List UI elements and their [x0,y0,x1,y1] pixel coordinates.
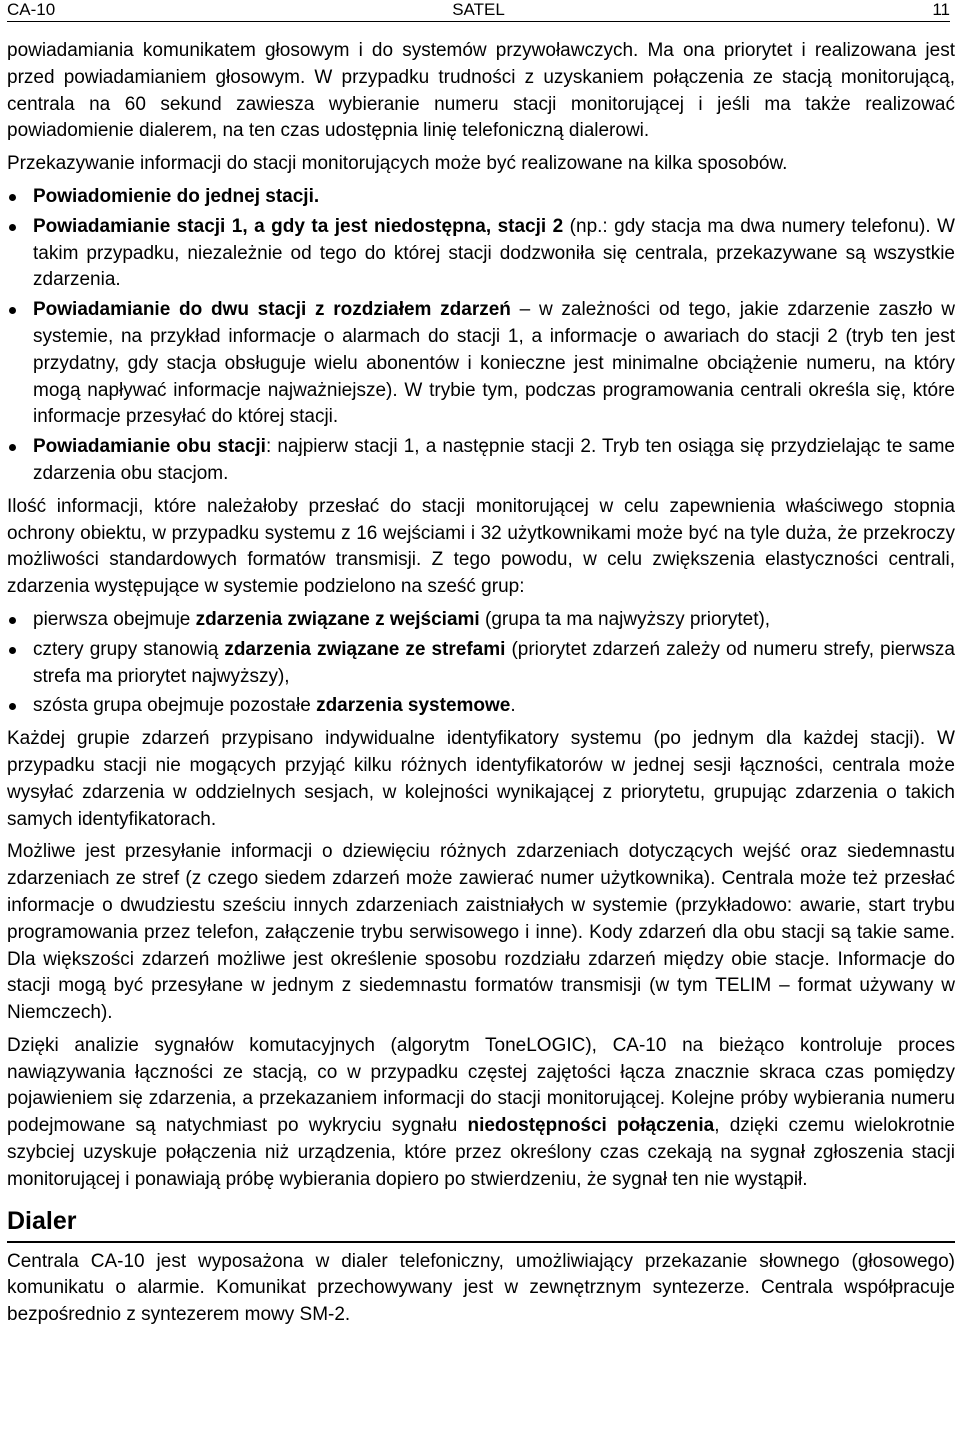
bullet-list [7,607,955,720]
bullet-icon [9,647,16,654]
document-body [7,38,955,1335]
list-item: Powiadamianie stacji 1, a gdy ta jest niedostępna, stacji 2 (np.: gdy stacja ma dwa numery telefonu). W takim przypadku, niezależnie od tego do której stacji dodzwoniła się centrala, przekazywane są wszystkie zdarzenia. [7,214,955,294]
bullet-icon [9,703,16,710]
page-header [7,0,950,22]
list-item: Powiadamianie obu stacji: najpierw stacji 1, a następnie stacji 2. Tryb ten osiąga się przydzielając te same zdarzenia obu stacjom. [7,434,955,488]
bullet-icon [9,444,16,451]
paragraph: Przekazywanie informacji do stacji monitorujących może być realizowane na kilka sposobów. [7,153,788,175]
list-item: pierwsza obejmuje zdarzenia związane z wejściami (grupa ta ma najwyższy priorytet), [7,607,955,634]
list-item: Powiadomienie do jednej stacji. [7,184,955,211]
paragraph: Każdej grupie zdarzeń przypisano indywidualne identyfikatory systemu (po jednym dla każdej stacji). W przypadku stacji nie mogących przyjąć kilku różnych identyfikatorów w jednej sesji łączności, centrala może wysyłać zdarzenia w oddzielnych sesjach, w kolejności wynikającej z priorytetu, grupując zdarzenia o takich samych identyfikatorach. [7,728,955,830]
list-item: cztery grupy stanowią zdarzenia związane ze strefami (priorytet zdarzeń zależy od numeru strefy, pierwsza strefa ma priorytet najwyższy), [7,637,955,691]
paragraph: powiadamiania komunikatem głosowym i do systemów przywoławczych. Ma ona priorytet i realizowana jest przed powiadamianiem głosowym. W przypadku trudności z uzyskaniem połączenia ze stacją monitorującą, centrala na 60 sekund zawiesza wybieranie numeru stacji monitorującej i jeśli ma także realizować powiadomienie dialerem, na ten czas udostępnia linię telefoniczną dialerowi. [7,40,955,142]
bullet-icon [9,194,16,201]
page-number: 11 [932,0,950,19]
list-item: Powiadamianie do dwu stacji z rozdziałem zdarzeń – w zależności od tego, jakie zdarzenie zaszło w systemie, na przykład informacje o alarmach do stacji 1, a informacje o awariach do stacji 2 (tryb ten jest przydatny, gdy stacja obsługuje wielu abonentów i konieczne jest minimalne obciążenie numeru, na który mogą napływać informacje najważniejsze). W trybie tym, podczas programowania centrali określa się, które informacje przesyłać do której stacji. [7,297,955,431]
paragraph: Centrala CA-10 jest wyposażona w dialer telefoniczny, umożliwiający przekazanie słownego (głosowego) komunikatu o alarmie. Komunikat przechowywany jest w zewnętrznym syntezerze. Centrala współpracuje bezpośrednio z syntezerem mowy SM-2. [7,1250,955,1326]
paragraph: Możliwe jest przesyłanie informacji o dziewięciu różnych zdarzeniach dotyczących wejść oraz siedemnastu zdarzeniach ze stref (z czego siedem zdarzeń może zawierać numer użytkownika). Centrala może też przesłać informacje o dwudziestu sześciu innych zdarzeniach zaistniałych w systemie (przykładowo: awarie, start trybu programowania przez telefon, załączenie trybu serwisowego i inne). Kody zdarzeń dla obu stacji są takie same. Dla większości zdarzeń możliwe jest określenie sposobu rozdziału zdarzeń między obie stacje. Informacje do stacji mogą być przesyłane w jednym z siedemnastu formatów transmisji (w tym TELIM – format używany w Niemczech). [7,841,955,1024]
paragraph: Dzięki analizie sygnałów komutacyjnych (algorytm ToneLOGIC), CA-10 na bieżąco kontroluje proces nawiązywania łączności ze stacją, co w przypadku częstej zajętości łącza znacznie skraca czas pomiędzy pojawieniem się zdarzenia, a przekazaniem informacji do stacji monitorującej. Kolejne próby wybierania numeru podejmowane są natychmiast po wykryciu sygnału niedostępności połączenia, dzięki czemu wielokrotnie szybciej uzyskuje połączenia niż urządzenia, które przez określony czas czekają na sygnał zgłoszenia stacji monitorującej i ponawiają próbę wybierania dopiero po stwierdzeniu, że sygnał ten nie wystąpił. [7,1034,955,1190]
header-brand: SATEL [452,0,505,19]
paragraph: Ilość informacji, które należałoby przesłać do stacji monitorującej w celu zapewnienia właściwego stopnia ochrony obiektu, w przypadku systemu z 16 wejściami i 32 użytkownikami może być na tyle duża, że przekroczy możliwości standardowych formatów transmisji. Z tego powodu, w celu zwiększenia elastyczności centrali, zdarzenia występujące w systemie podzielono na sześć grup: [7,495,955,598]
list-item: szósta grupa obejmuje pozostałe zdarzenia systemowe. [7,693,955,720]
header-product: CA-10 [7,0,56,19]
bullet-icon [9,224,16,231]
bullet-icon [9,307,16,314]
bullet-list [7,184,955,488]
bullet-icon [9,617,16,624]
section-title: Dialer [7,1206,955,1243]
